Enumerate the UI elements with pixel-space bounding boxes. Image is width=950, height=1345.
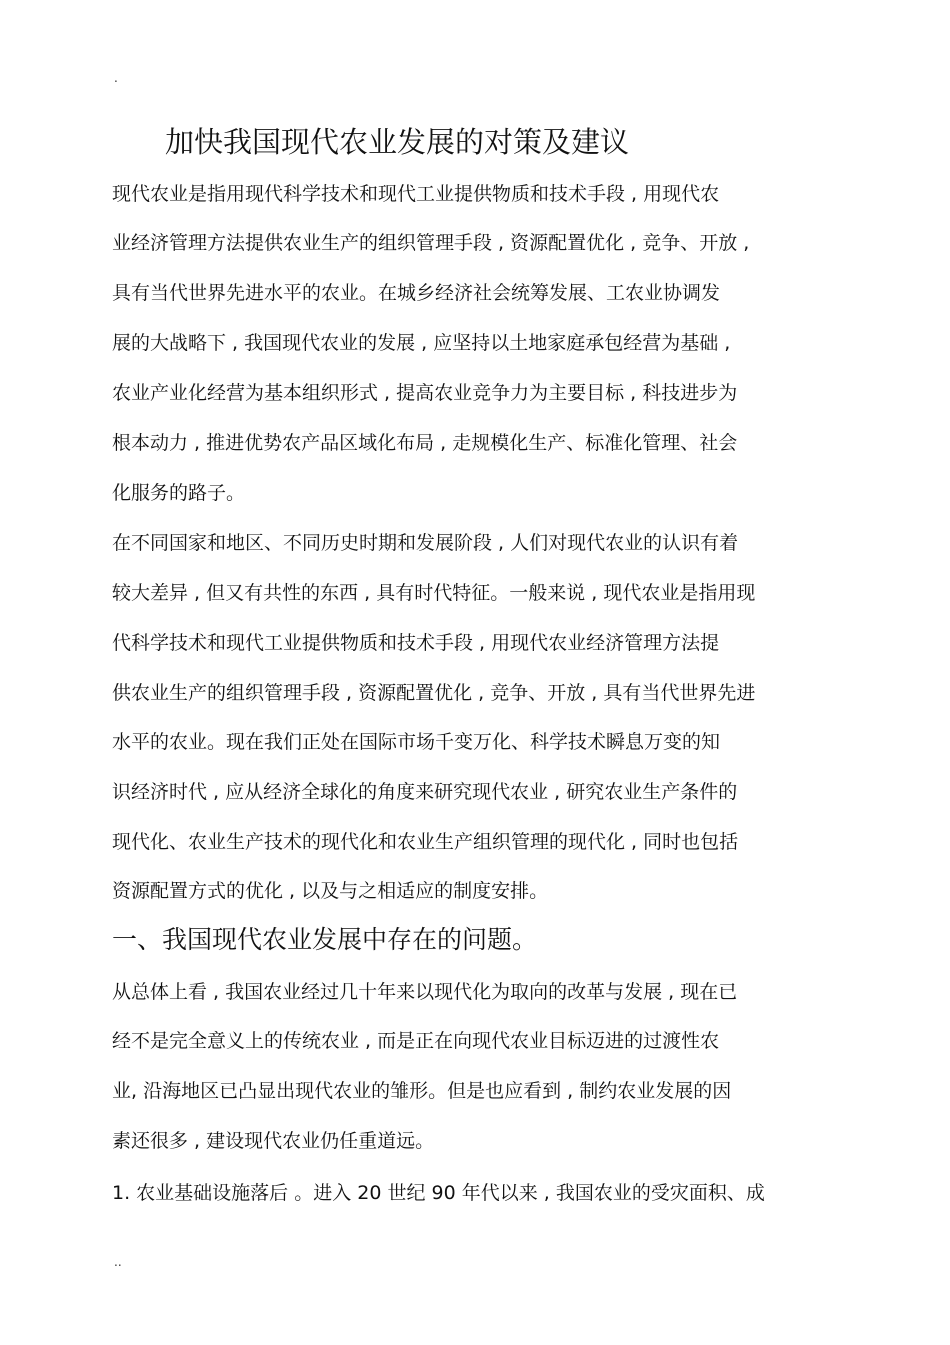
- header-mark: .: [114, 71, 118, 85]
- paragraph-line: 经不是完全意义上的传统农业 , 而是正在向现代农业目标迈进的过渡性农: [112, 1030, 720, 1052]
- paragraph-line: 农业产业化经营为基本组织形式 , 提高农业竞争力为主要目标 , 科技进步为: [112, 382, 738, 404]
- paragraph-line: 根本动力 , 推进优势农产品区域化布局 , 走规模化生产、标准化管理、社会: [112, 432, 738, 454]
- document-title: 加快我国现代农业发展的对策及建议: [165, 125, 630, 159]
- paragraph-line: 资源配置方式的优化 , 以及与之相适应的制度安排。: [112, 880, 549, 902]
- paragraph-line: 业, 沿海地区已凸显出现代农业的雏形。但是也应看到 , 制约农业发展的因: [112, 1080, 732, 1102]
- paragraph-line: 较大差异 , 但又有共性的东西 , 具有时代特征。一般来说 , 现代农业是指用现: [112, 582, 756, 604]
- paragraph-line: 业经济管理方法提供农业生产的组织管理手段 , 资源配置优化 , 竞争、开放 ,: [112, 232, 750, 254]
- paragraph-line: 素还很多 , 建设现代农业仍任重道远。: [112, 1130, 435, 1152]
- paragraph-line: 在不同国家和地区、不同历史时期和发展阶段 , 人们对现代农业的认识有着: [112, 532, 739, 554]
- paragraph-line: 1. 农业基础设施落后 。进入 20 世纪 90 年代以来 , 我国农业的受灾面积、成: [112, 1182, 765, 1204]
- paragraph-line: 水平的农业。现在我们正处在国际市场千变万化、科学技术瞬息万变的知: [112, 731, 721, 753]
- section-heading: 一、我国现代农业发展中存在的问题。: [112, 925, 538, 954]
- paragraph-line: 代科学技术和现代工业提供物质和技术手段 , 用现代农业经济管理方法提: [112, 632, 720, 654]
- paragraph-line: 现代化、农业生产技术的现代化和农业生产组织管理的现代化 , 同时也包括: [112, 831, 739, 853]
- paragraph-line: 展的大战略下 , 我国现代农业的发展 , 应坚持以土地家庭承包经营为基础 ,: [112, 332, 731, 354]
- paragraph-line: 具有当代世界先进水平的农业。在城乡经济社会统筹发展、工农业协调发: [112, 282, 721, 304]
- paragraph-line: 化服务的路子。: [112, 482, 246, 504]
- paragraph-line: 识经济时代 , 应从经济全球化的角度来研究现代农业 , 研究农业生产条件的: [112, 781, 738, 803]
- paragraph-line: 从总体上看 , 我国农业经过几十年来以现代化为取向的改革与发展 , 现在已: [112, 981, 738, 1003]
- paragraph-line: 现代农业是指用现代科学技术和现代工业提供物质和技术手段 , 用现代农: [112, 183, 720, 205]
- footer-mark: ..: [114, 1255, 122, 1269]
- paragraph-line: 供农业生产的组织管理手段 , 资源配置优化 , 竞争、开放 , 具有当代世界先进: [112, 682, 756, 704]
